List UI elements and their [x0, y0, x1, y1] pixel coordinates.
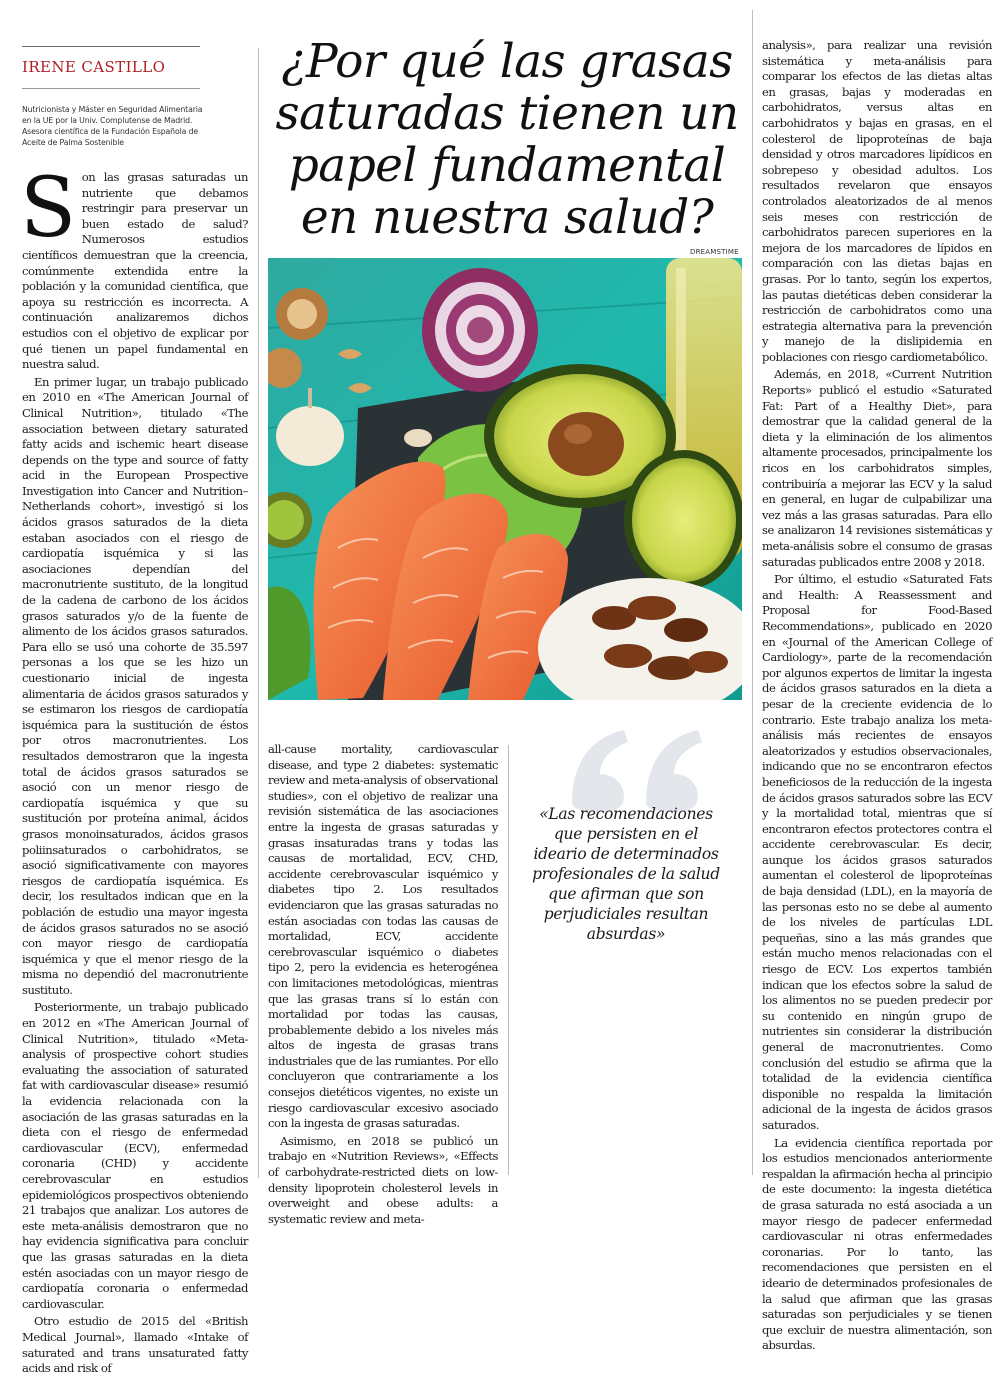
article-column-2	[268, 742, 498, 1229]
paragraph: Asimismo, en 2018 se publicó un trabajo en «Nutrition Reviews», «Effects of carbohydrate-restricted diets on low-density lipoprotein cholesterol levels in overweight and obese adults: a systematic review and meta-	[268, 1133, 498, 1226]
column-divider-2	[752, 10, 753, 1175]
paragraph: Además, en 2018, «Current Nutrition Reports» publicó el estudio «Saturated Fat: Part of a Healthy Diet», para demostrar que la calidad general de la dieta y la eliminación de los alimentos altamente procesados, principalmente los ricos en los carbohidratos simples, contribuiría a mejorar las ECV y la salud en general, en lugar de culpabilizar una vez más a las grasas saturadas. Para ello se analizaron 14 revisiones sistemáticas y meta-análisis sobre el consumo de grasas saturadas publicados entre 2008 y 2018.	[762, 367, 992, 569]
author-bottom-rule	[22, 88, 200, 89]
drop-cap: S	[20, 161, 76, 256]
headline: ¿Por qué las grasas saturadas tienen un papel fundamental en nuestra salud?	[275, 34, 739, 245]
photo-credit: DREAMSTIME	[690, 248, 739, 256]
article-column-1	[20, 161, 248, 1379]
paragraph: Son las grasas saturadas un nutriente que debamos restringir para preservar un buen estado de salud? Numerosos estudios científicos demuestran que la creencia, comúnmente extendida entre la población y la comunidad científica, que apoya su restricción es incorrecta. A continuación analizaremos dichos estudios con el objetivo de explicar por qué tienen un papel fundamental en nuestra salud.	[20, 161, 248, 372]
food-photo	[268, 258, 742, 700]
paragraph: all-cause mortality, cardiovascular disease, and type 2 diabetes: systematic review and meta-analysis of observational studies», con el objetivo de realizar una revisión sistemática de las asociaciones entre la ingesta de grasas saturadas y grasas insaturadas trans y todas las causas de mortalidad, ECV, CHD, accidente cerebrovascular isquémico y diabetes tipo 2. Los resultados evidenciaron que las grasas saturadas no están asociadas con todas las causas de mortalidad, ECV, accidente cerebrovascular isquémico o diabetes tipo 2, pero la evidencia es heterogénea con limitaciones metodológicas, mientras que las grasas trans sí lo están con mortalidad por todas las causas, probablemente debido a los niveles más altos de ingesta de grasas trans industriales que de las rumiantes. Por ello concluyeron que contrariamente a los consejos dietéticos vigentes, no existe un riesgo cardiovascular excesivo asociado con la ingesta de grasas saturadas.	[268, 742, 498, 1131]
column-divider-3	[508, 745, 509, 1175]
paragraph: analysis», para realizar una revisión sistemática y meta-análisis para comparar los efectos de las dietas altas en grasas, bajas y moderadas en carbohidratos, versus altas en carbohidratos y bajas en grasas, en el colesterol de lipoproteínas de baja densidad y otros marcadores lipídicos en sobrepeso y obesidad adultos. Los resultados revelaron que ensayos controlados aleatorizados de al menos seis meses con restricción de carbohidratos parecen superiores en la mejora de los marcadores de lípidos en comparación con las dietas bajas en grasas. Por lo tanto, según los expertos, las pautas dietéticas deben considerar la restricción de carbohidratos como una estrategia alternativa para la prevención y manejo de la dislipidemia en poblaciones con riesgo cardiometabólico.	[762, 38, 992, 364]
column-divider-1	[258, 48, 259, 1178]
paragraph: Posteriormente, un trabajo publicado en 2012 en «The American Journal of Clinical Nutrition», titulado «Meta-analysis of prospective cohort studies evaluating the association of saturated fat with cardiovascular disease» resumió la evidencia relacionada con la asociación de las grasas saturadas en la dieta con el riesgo de enfermedad cardiovascular (ECV), enfermedad coronaria (CHD) y accidente cerebrovascular en estudios epidemiológicos prospectivos obteniendo 21 trabajos que analizar. Los autores de este meta-análisis demostraron que no hay evidencia significativa para concluir que las grasas saturadas en la dieta estén asociadas con un mayor riesgo de cardiopatía coronaria o enfermedad cardiovascular.	[22, 1000, 248, 1311]
paragraph: Por último, el estudio «Saturated Fats and Health: A Reassessment and Proposal for Food-Based Recommendations», publicado en 2020 en «Journal of the American College of Cardiology», parte de la recomendación por algunos expertos de limitar la ingesta de ácidos grasos saturados en la dieta a pesar de la creciente evidencia de lo contrario. Este trabajo analiza los meta-análisis más recientes de ensayos aleatorizados y estudios observacionales, indicando que no se encontraron efectos beneficiosos de la reducción de la ingesta de ácidos grasos saturados sobre las ECV y la mortalidad total, mientras que sí encontraron efectos protectores contra el accidente cerebrovascular. Es decir, aunque los ácidos grasos saturados aumentan el colesterol de lipoproteínas de baja densidad (LDL), en la mayoría de las personas esto no se debe al aumento de los niveles de partículas LDL pequeñas, sino a las más grandes que están mucho menos relacionadas con el riesgo de ECV. Los expertos también indican que los efectos sobre la salud de los alimentos no se pueden predecir por su contenido en ningún grupo de nutrientes sin considerar la distribución general de macronutrientes. Como conclusión del estudio se afirma que la totalidad de la evidencia científica disponible no respalda la limitación adicional de la ingesta de ácidos grasos saturados.	[762, 572, 992, 1132]
paragraph: Otro estudio de 2015 del «British Medical Journal», llamado «Intake of saturated and trans unsaturated fatty acids and risk of	[22, 1314, 248, 1376]
paragraph: La evidencia científica reportada por los estudios mencionados anteriormente respaldan la afirmación hecha al principio de este documento: la ingesta dietética de grasa saturada no está asociada a un mayor riesgo de padecer enfermedad cardiovascular ni otras enfermedades coronarias. Por lo tanto, las recomendaciones que persisten en el ideario de determinados profesionales de la salud que afirman que las grasas saturadas son perjudiciales y se tienen que excluir de nuestra alimentación, son absurdas.	[762, 1135, 992, 1353]
quote-marks-icon	[562, 722, 712, 812]
author-name: IRENE CASTILLO	[22, 58, 166, 76]
author-top-rule	[22, 46, 200, 47]
author-bio: Nutricionista y Máster en Seguridad Alimentaria en la UE por la Univ. Complutense de Madrid. Asesora científica de la Fundación Española de Aceite de Palma Sostenible	[22, 105, 203, 147]
paragraph: En primer lugar, un trabajo publicado en 2010 en «The American Journal of Clinical Nutrition», titulado «The association between dietary saturated fatty acids and ischemic heart disease depends on the type and source of fatty acid in the European Prospective Investigation into Cancer and Nutrition–Netherlands cohort», investigó si los ácidos grasos saturados de la dieta estaban asociados con el riesgo de cardiopatía isquémica y si las asociaciones dependían del macronutriente sustituto, de la longitud de la cadena de carbono de los ácidos grasos saturados y/o de la fuente de alimento de los ácidos grasos saturados. Para ello se usó una cohorte de 35.597 personas a los que se les hizo un cuestionario inicial de ingesta alimentaria de ácidos grasos saturados y se estimaron los riesgos de cardiopatía isquémica para la sustitución de éstos por otros macronutrientes. Los resultados demostraron que la ingesta total de ácidos grasos saturados se asoció con un menor riesgo de cardiopatía isquémica y que su sustitución por proteína animal, ácidos grasos monoinsaturados, ácidos grasos poliinsaturados o carbohidratos, se asoció significativamente con mayores riesgos de cardiopatía isquémica. Es decir, los resultados indican que en la población de estudio una mayor ingesta de ácidos grasos saturados no se asoció con mayor riesgo de cardiopatía isquémica y que el menor riesgo de la misma no dependió del macronutriente sustituto.	[22, 374, 248, 997]
pull-quote: «Las recomendaciones que persisten en el ideario de determinados profesionales de la salud que afirman que son perjudiciales resultan absurdas»	[532, 805, 720, 943]
article-column-3	[762, 38, 992, 1356]
